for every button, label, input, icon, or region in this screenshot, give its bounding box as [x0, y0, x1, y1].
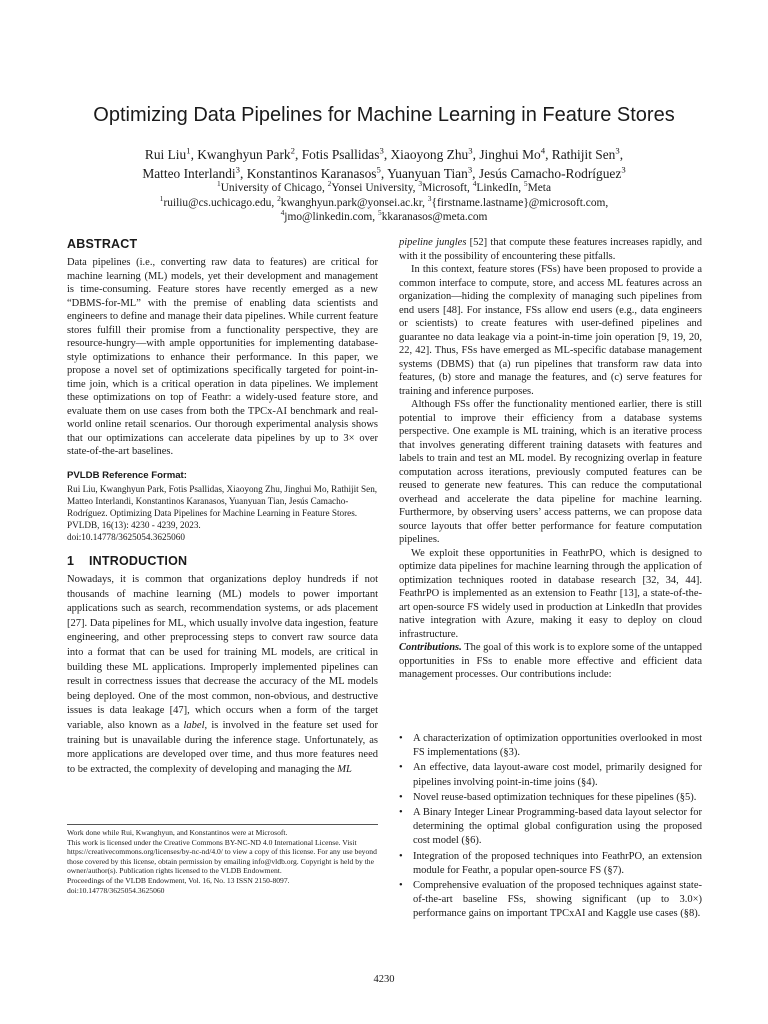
author-affiliation-marker: 3: [468, 145, 473, 156]
author-name: Rui Liu: [144, 147, 187, 162]
affiliation-name: Microsoft: [422, 182, 468, 194]
reference-format-heading: PVLDB Reference Format:: [67, 469, 187, 481]
right-paragraph-4: We exploit these opportunities in FeathrPO, which is designed to optimize data pipelines for machine learning through the application of optimization techniques rooted in database research [32, 34, 44]. FeathrPO is implemented as an extension to Feathr [13], a state-of-the-art open-source FS widely used in production at LinkedIn that provides native integration with Azure, making it easy to deploy on cloud infrastructure.: [399, 547, 702, 640]
reference-format-citation: Rui Liu, Kwanghyun Park, Fotis Psallidas, Xiaoyong Zhu, Jinghui Mo, Rathijit Sen, Matteo Interlandi, Konstantinos Karanasos, Yuanyuan Tian, Jesús Camacho-Rodríguez. Optimizing Data Pipelines for Machine Learning in Feature Stores. PVLDB, 16(13): 4230 - 4239, 2023.: [67, 484, 378, 530]
contribution-item: • A characterization of optimization opportunities overlooked in most FS implementations (§3).: [399, 732, 702, 760]
affiliation-marker: 2: [327, 179, 332, 189]
author-name: Rathijit Sen: [551, 147, 616, 162]
introduction-heading: [67, 553, 378, 569]
author-name: Yuanyuan Tian: [387, 166, 468, 181]
right-paragraph-2: In this context, feature stores (FSs) have been proposed to provide a common interface to compute, store, and access ML features across an organization—hiding the complexity of managing such pipelines from end users [48]. For instance, FSs allow end users (e.g., data engineers or scientists) to create features with user-defined pipelines and guarantee no data leakage via a point-in-time join operation [9, 19, 20, 22, 42]. Thus, FSs have emerged as ML-specific database management systems (DBMS) that (a) run pipelines that transform raw data into features, (b) store and manage the features, and (c) serve features for training and inference purposes.: [399, 264, 702, 397]
email-marker: 5: [378, 208, 382, 218]
footnote-license: This work is licensed under the Creative Commons BY-NC-ND 4.0 International License. Visit https://creativecommons.org/licenses/by-nc-nd/4.0/ to view a copy of this license. For any use beyond those covered by this license, obtain permission by emailing info@vldb.org. Copyright is held by the owner/author(s). Publication rights licensed to the VLDB Endowment.: [67, 837, 377, 876]
author-affiliation-marker: 3: [379, 145, 384, 156]
email-address: {firstname.lastname}@microsoft.com: [431, 197, 606, 209]
contributions-intro: The goal of this work is to explore some of the untapped opportunities in FSs to enable more effective and efficient data management processes. Our contributions include:: [399, 642, 702, 680]
author-name: Xiaoyong Zhu: [390, 147, 469, 162]
author-affiliation-marker: 3: [615, 145, 620, 156]
author-name: Matteo Interlandi: [142, 166, 236, 181]
email-marker: 4: [280, 208, 285, 218]
author-affiliation-marker: 3: [467, 164, 473, 175]
footnote-doi: doi:10.14778/3625054.3625060: [67, 885, 165, 895]
affiliation-marker: 4: [472, 179, 477, 189]
author-name: Jesús Camacho-Rodríguez: [478, 166, 622, 181]
reference-format-doi: doi:10.14778/3625054.3625060: [67, 532, 185, 542]
paper-title: Optimizing Data Pipelines for Machine Learning in Feature Stores: [93, 104, 675, 126]
contribution-item: • Comprehensive evaluation of the proposed techniques against state-of-the-art baseline FSs, showing significant (up to 3.0×) performance gains on important TPCxAI and Kaggle use cases (§8).: [399, 879, 702, 922]
pipeline-jungles-term: pipeline jungles: [399, 237, 467, 248]
contribution-item: • An effective, data layout-aware cost model, primarily designed for pipelines involving point-in-time joins (§4).: [399, 761, 702, 789]
author-affiliation-marker: 3: [235, 164, 241, 175]
affiliation-name: Meta: [527, 182, 551, 194]
reference-format-text: [67, 483, 378, 543]
section-title: INTRODUCTION: [89, 554, 188, 568]
author-affiliation-marker: 4: [540, 145, 546, 156]
email-address: kwanghyun.park@yonsei.ac.kr: [280, 197, 423, 209]
abstract-heading: ABSTRACT: [67, 237, 138, 251]
affiliation-name: LinkedIn: [476, 182, 519, 194]
email-address: kkaranasos@meta.com: [381, 211, 488, 223]
contributions-list: [399, 732, 702, 923]
author-affiliation-marker: 5: [376, 164, 381, 175]
affiliation-marker: 1: [217, 179, 221, 189]
contribution-item: • Integration of the proposed techniques into FeathrPO, an extension module for Feathr, a popular open-source FS (§7).: [399, 850, 702, 878]
left-column: [67, 236, 378, 777]
right-paragraph-1: [399, 236, 702, 263]
intro-text-part-1: Nowadays, it is common that organizations deploy hundreds if not thousands of machine learning (ML) models to power important applications such as search, recommendation systems, or ads placement [27]. Data pipelines for ML, which usually involve data ingestion, feature engineering, and other preprocessing steps to convert raw source data into a format that can be used for training ML models, are critical in building these ML applications. Improperly implemented pipelines can result in correctness issues that decrease the accuracy of the ML models being deployed. One of the most common, non-obvious, and destructive issues is data leakage [47], which occurs when a form of the target variable, also known as a: [67, 574, 378, 731]
email-address: jmo@linkedin.com: [284, 211, 373, 223]
intro-text-part-2: , is involved in the feature set used for training but is unavailable during the inference stage. Unfortunately, as more applications are developed over time, and thus more features need to be extracted, the complexity of developing and managing the: [67, 719, 378, 775]
author-name: Jinghui Mo: [479, 147, 541, 162]
author-name: Kwanghyun Park: [197, 147, 291, 162]
author-name: Fotis Psallidas: [301, 147, 380, 162]
footnote-work-note: Work done while Rui, Kwanghyun, and Konstantinos were at Microsoft.: [67, 828, 288, 837]
author-list-line-1: Rui Liu$^1$, Kwanghyun Park$^2$, Fotis Psallidas$^3$, Xiaoyong Zhu$^3$, Jinghui Mo$^4$, Rathijit Sen$^3$,: [144, 145, 624, 162]
contribution-item: • Novel reuse-based optimization techniques for these pipelines (§5).: [399, 791, 702, 805]
contribution-item: • A Binary Integer Linear Programming-based data layout selector for determining the optimal global configuration using the proposed cost model (§6).: [399, 806, 702, 849]
contributions-label: Contributions.: [399, 642, 462, 653]
introduction-text: [67, 573, 378, 777]
author-affiliation-marker: 3: [621, 164, 626, 175]
email-list-line-1: $^1$ruiliu@cs.uchicago.edu, $^2$kwanghyun.park@yonsei.ac.kr, $^3${firstname.lastname}@microsoft.com,: [159, 194, 609, 209]
intro-label-word: label: [183, 719, 205, 731]
contributions-paragraph: [399, 641, 702, 682]
affiliation-marker: 5: [523, 179, 528, 189]
affiliation-marker: 3: [418, 179, 423, 189]
footnote-proceedings: Proceedings of the VLDB Endowment, Vol. 16, No. 13 ISSN 2150-8097.: [67, 875, 290, 885]
right-paragraph-3: Although FSs offer the functionality mentioned earlier, there is still potential to improve their efficiency from a database systems perspective. One example is ML training, which is an iterative process that involves generating different training datasets with features and labels to train and test an ML model. By recognizing overlap in feature computation across iterations, previously computed features can be reused to generate new features. This can reduce the computational overhead and accelerate the data pipeline for machine learning. Furthermore, by observing users’ access patterns, we can propose data source layouts that offer better performance for feature computation pipelines.: [399, 399, 702, 545]
page-number: 4230: [373, 974, 395, 985]
affiliation-name: Yonsei University: [331, 182, 413, 194]
email-marker: 3: [427, 194, 432, 204]
author-affiliation-marker: 2: [290, 145, 295, 156]
email-list-line-2: $^4$jmo@linkedin.com, $^5$kkaranasos@meta.com: [280, 208, 488, 223]
section-number: 1: [67, 554, 75, 568]
right-paragraph-1-rest: [52] that compute these features increases rapidly, and with it the possibility of encountering these pitfalls.: [399, 237, 702, 262]
author-list-line-2: Matteo Interlandi$^3$, Konstantinos Karanasos$^5$, Yuanyuan Tian$^3$, Jesús Camacho-Rodríguez$^3$: [142, 164, 626, 181]
first-page-footnote: [67, 824, 378, 895]
affiliation-list: $^1$University of Chicago, $^2$Yonsei University, $^3$Microsoft, $^4$LinkedIn, $^5$Meta: [217, 179, 551, 194]
author-name: Konstantinos Karanasos: [246, 166, 377, 181]
intro-ml-word: ML: [337, 763, 352, 775]
email-marker: 2: [277, 194, 281, 204]
right-column: [399, 236, 702, 936]
affiliation-name: University of Chicago: [220, 182, 322, 194]
abstract-text: Data pipelines (i.e., converting raw data to features) are critical for machine learning (ML) models, yet their development and management is time-consuming. Feature stores have recently emerged as a new “DBMS-for-ML” with the premise of enabling data scientists and engineers to define and manage their data pipelines. While current feature stores fulfill their promise from a functionality perspective, they are resource-hungry—with ample opportunities for implementing database-style optimizations to enhance their performance. In this paper, we propose a novel set of optimizations specifically targeted for point-in-time join, which is a critical operation in data pipelines. We implement these optimizations on top of Feathr: a widely-used feature store, and evaluate them on use cases from both the TPCx-AI benchmark and real-world online retail scenarios. Our thorough experimental analysis shows that our optimizations can accelerate data pipelines by up to 3× over state-of-the-art baselines.: [67, 257, 378, 457]
author-affiliation-marker: 1: [186, 145, 191, 156]
email-marker: 1: [159, 194, 164, 204]
email-address: ruiliu@cs.uchicago.edu: [163, 197, 272, 209]
